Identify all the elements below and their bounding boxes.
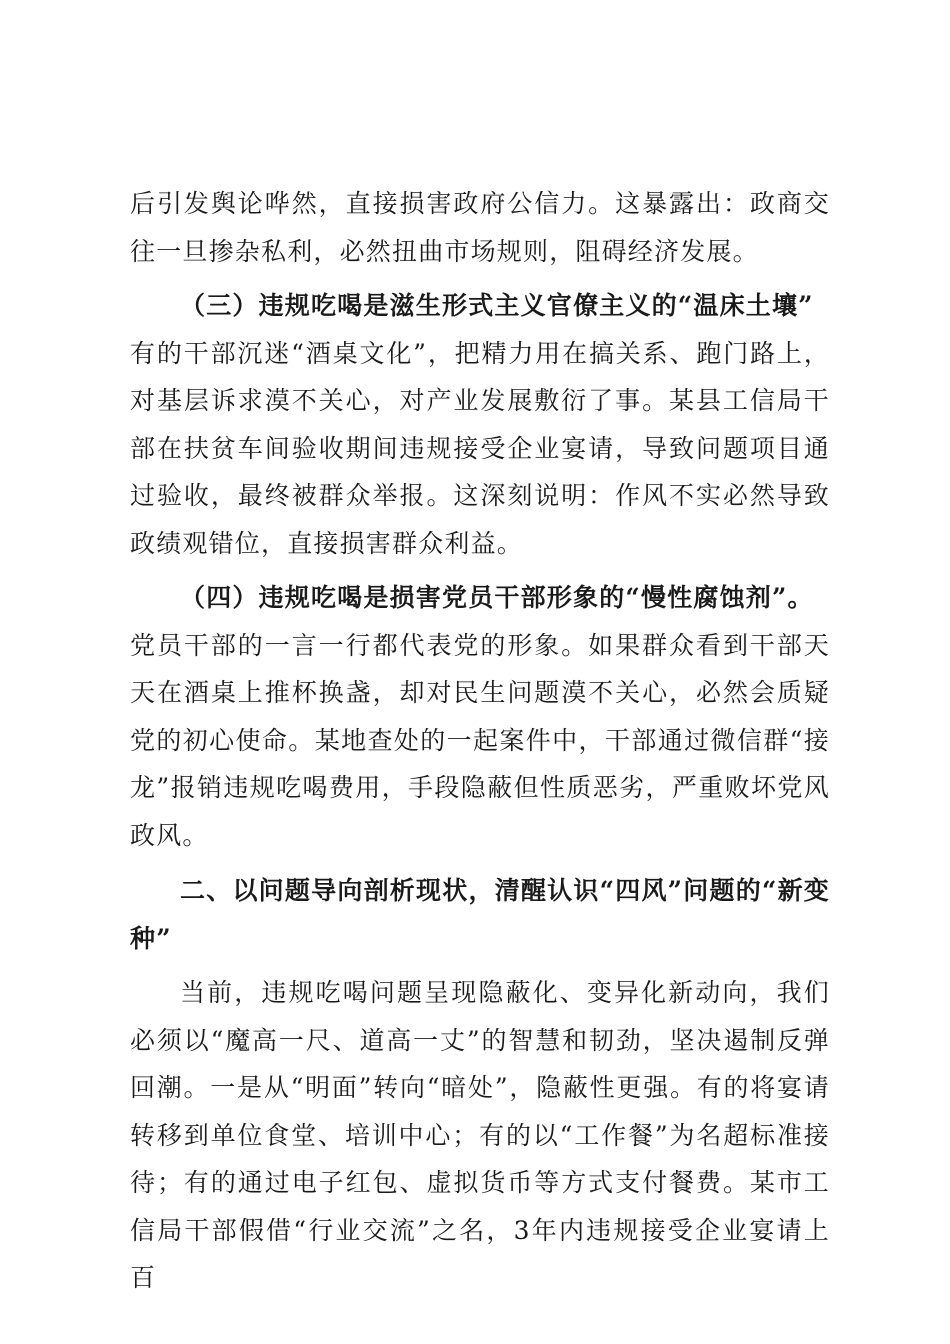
document-page (130, 180, 830, 1302)
subheading-three: （三）违规吃喝是滋生形式主义官僚主义的“温床土壤” (180, 291, 814, 320)
paragraph-continuation: 后引发舆论哗然，直接损害政府公信力。这暴露出：政商交往一旦掺杂私利，必然扭曲市场规则，阻碍经济发展。 (130, 189, 830, 266)
subheading-four: （四）违规吃喝是损害党员干部形象的“慢性腐蚀剂”。 (180, 583, 814, 612)
paragraph-three-body: 有的干部沉迷“酒桌文化”，把精力用在搞关系、跑门路上，对基层诉求漠不关心，对产业发展敷衍了事。某县工信局干部在扶贫车间验收期间违规接受企业宴请，导致问题项目通过验收，最终被群众举报。这深刻说明：作风不实必然导致政绩观错位，直接损害群众利益。 (130, 338, 830, 558)
paragraph-four-body: 党员干部的一言一行都代表党的形象。如果群众看到干部天天在酒桌上推杯换盏，却对民生问题漠不关心，必然会质疑党的初心使命。某地查处的一起案件中，干部通过微信群“接龙”报销违规吃喝费用，手段隐蔽但性质恶劣，严重败坏党风政风。 (130, 630, 830, 850)
section-heading-two: 二、以问题导向剖析现状，清醒认识“四风”问题的“新变种” (130, 876, 830, 953)
paragraph-current-situation: 当前，违规吃喝问题呈现隐蔽化、变异化新动向，我们必须以“魔高一尺、道高一丈”的智慧和韧劲，坚决遏制反弹回潮。一是从“明面”转向“暗处”，隐蔽性更强。有的将宴请转移到单位食堂、培训中心；有的以“工作餐”为名超标准接待；有的通过电子红包、虚拟货币等方式支付餐费。某市工信局干部假借“行业交流”之名，3年内违规接受企业宴请上百 (130, 978, 830, 1292)
